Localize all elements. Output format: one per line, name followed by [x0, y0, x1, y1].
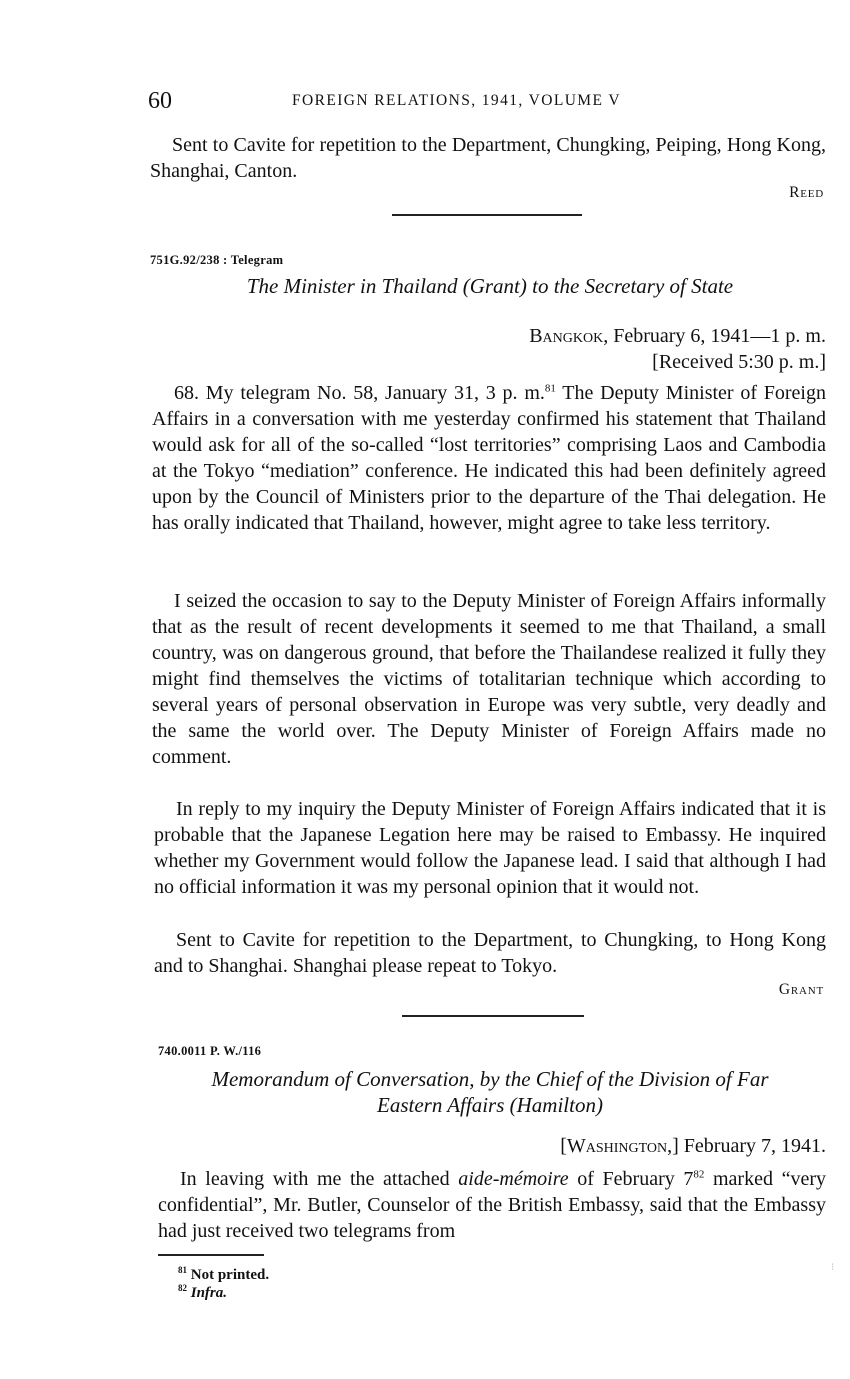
footnote-text: Not printed.: [190, 1267, 270, 1283]
paragraph-text: The Deputy Minister of Foreign Affairs in a conversation with me yesterday confirmed his statement that Thailand would ask for all of the so-called “lost territories” comprising Laos and Cambodia at the Tokyo “mediation” conference. He indicated this had been definitely agreed upon by the Council of Ministers prior to the departure of the Thai delegation. He has orally indicated that Thailand, however, might agree to take less territory.: [152, 382, 826, 534]
dateline: [529, 323, 826, 349]
body-paragraph: [158, 1166, 826, 1244]
dateline-place: Bangkok,: [529, 325, 609, 347]
previous-document-closing: Sent to Cavite for repetition to the Department, Chungking, Peiping, Hong Kong, Shanghai, Canton.: [150, 134, 826, 182]
footnote-text: Infra.: [190, 1285, 228, 1301]
signature-reed: Reed: [789, 184, 824, 201]
footnote-marker: 82: [178, 1283, 187, 1293]
paragraph-text: In leaving with me the attached: [180, 1168, 459, 1190]
footnote-82: [178, 1283, 227, 1302]
scan-artifact: ⁝: [831, 1262, 835, 1273]
body-paragraph: [152, 380, 826, 536]
signature-grant: Grant: [778, 981, 824, 998]
italic-term: aide-mémoire: [458, 1168, 569, 1190]
section-divider: [392, 214, 582, 216]
body-paragraph: I seized the occasion to say to the Deputy Minister of Foreign Affairs informally that as the result of recent developments it seemed to me that Thailand, a small country, was on dangerous ground, that before the Thailandese realized it fully they might find themselves the victims of totalitarian technique which according to several years of personal observation in Europe was very subtle, very deadly and the same the world over. The Deputy Minister of Foreign Affairs made no comment.: [152, 590, 826, 768]
section-divider: [402, 1015, 584, 1017]
dateline: [560, 1133, 826, 1159]
page-header: [148, 86, 828, 116]
dateline-date: February 7, 1941.: [683, 1135, 826, 1157]
footnote-81: [178, 1265, 269, 1284]
paragraph-text: of February 7: [568, 1168, 694, 1190]
footnote-reference: 81: [544, 382, 556, 395]
page-number: 60: [148, 88, 172, 114]
paragraph-text: marked “very confidential”, Mr. Butler, Counselor of the British Embassy, said that the Embassy had just received two telegrams from: [158, 1168, 827, 1242]
body-paragraph: Sent to Cavite for repetition to the Department, to Chungking, to Hong Kong and to Shanghai. Shanghai please repeat to Tokyo.: [154, 929, 826, 977]
footnote-reference: 82: [693, 1168, 705, 1181]
paragraph-text: 68. My telegram No. 58, January 31, 3 p. m.: [174, 382, 545, 404]
body-paragraph: In reply to my inquiry the Deputy Minister of Foreign Affairs indicated that it is probable that the Japanese Legation here may be raised to Embassy. He inquired whether my Government would follow the Japanese lead. I said that although I had no official information it was my personal opinion that it would not.: [154, 798, 826, 898]
file-reference: 740.0011 P. W./116: [158, 1044, 262, 1058]
dateline-date: February 6, 1941—1 p. m.: [613, 325, 826, 347]
document-title-line-2: Eastern Affairs (Hamilton): [377, 1093, 603, 1117]
footnote-divider: [158, 1254, 264, 1256]
running-title: FOREIGN RELATIONS, 1941, VOLUME V: [292, 92, 621, 109]
dateline-place: [Washington,]: [560, 1135, 679, 1157]
document-title: The Minister in Thailand (Grant) to the Secretary of State: [246, 274, 734, 298]
file-reference: 751G.92/238 : Telegram: [150, 253, 284, 267]
footnote-marker: 81: [178, 1265, 187, 1275]
received-time: [Received 5:30 p. m.]: [652, 351, 826, 373]
document-title-line-1: Memorandum of Conversation, by the Chief of the Division of Far: [211, 1067, 769, 1091]
